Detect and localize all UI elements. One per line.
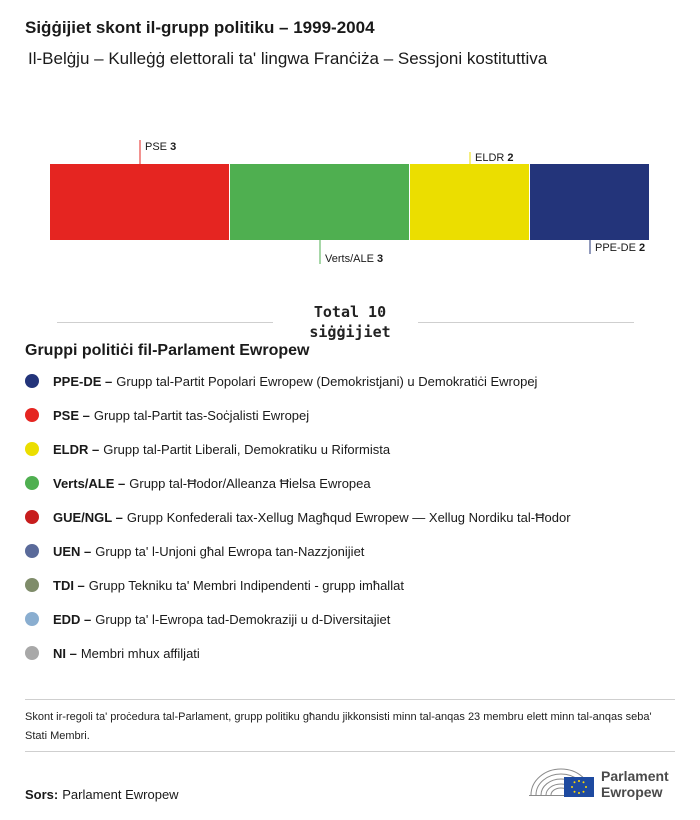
total-divider-right <box>418 322 634 323</box>
legend-swatch <box>25 612 39 626</box>
legend-description: Grupp Tekniku ta' Membri Indipendenti - grupp imħallat <box>88 577 404 593</box>
legend-abbr: NI – <box>53 645 77 661</box>
legend-description: Grupp tal-Partit tas-Soċjalisti Ewropej <box>93 407 310 423</box>
legend-title: Gruppi politiċi fil-Parlament Ewropew <box>25 342 310 359</box>
logo-line-1: Parlament <box>601 768 669 784</box>
data-label-pse: PSE 3 <box>145 141 177 153</box>
legend-item <box>25 507 571 527</box>
legend-description: Grupp tal-Ħodor/Alleanza Ħielsa Ewropea <box>129 475 371 491</box>
data-label-ppe-de: PPE-DE 2 <box>595 242 646 254</box>
legend-item <box>25 439 390 459</box>
legend-description: Grupp tal-Partit Popolari Ewropew (Demokristjani) u Demokratiċi Ewropej <box>116 373 538 389</box>
data-label-eldr: ELDR 2 <box>475 152 514 164</box>
legend-abbr: ELDR – <box>53 441 100 457</box>
legend-item <box>25 609 390 629</box>
legend-swatch <box>25 544 39 558</box>
note-divider-bottom <box>25 751 675 752</box>
legend-description: Grupp tal-Partit Liberali, Demokratiku u Riformista <box>103 441 391 457</box>
legend-swatch <box>25 510 39 524</box>
legend-swatch <box>25 578 39 592</box>
bar-segment-pse <box>50 164 229 240</box>
data-label-verts-ale: Verts/ALE 3 <box>325 253 384 265</box>
legend-item <box>25 643 200 663</box>
legend-swatch <box>25 408 39 422</box>
total-line-2: siġġijiet <box>309 323 391 341</box>
legend-abbr: Verts/ALE – <box>53 475 126 491</box>
chart-title: Siġġijiet skont il-grupp politiku – 1999-2004 <box>25 18 375 37</box>
bar-segment-ppe-de <box>530 164 649 240</box>
source-label: Sors: <box>25 787 59 802</box>
logo-wordmark <box>601 768 669 800</box>
legend-abbr: UEN – <box>53 543 92 559</box>
legend-item <box>25 473 371 493</box>
legend-swatch <box>25 442 39 456</box>
legend-item <box>25 405 309 425</box>
legend-description: Grupp Konfederali tax-Xellug Magħqud Ewropew — Xellug Nordiku tal-Ħodor <box>126 509 571 525</box>
chart-subtitle: Il-Belġju – Kulleġġ elettorali ta' lingwa Franċiża – Sessjoni kostituttiva <box>28 49 548 68</box>
legend-description: Membri mhux affiljati <box>80 645 200 661</box>
note-divider-top <box>25 699 675 700</box>
legend-abbr: GUE/NGL – <box>53 509 123 525</box>
source-line <box>25 787 179 802</box>
legend-swatch <box>25 476 39 490</box>
total-line-1: Total 10 <box>313 303 387 321</box>
legend-item <box>25 541 364 561</box>
legend-swatch <box>25 374 39 388</box>
legend-abbr: TDI – <box>53 577 85 593</box>
legend-swatch <box>25 646 39 660</box>
source-value: Parlament Ewropew <box>62 787 179 802</box>
logo-line-2: Ewropew <box>601 784 663 800</box>
legend-item <box>25 575 404 595</box>
total-seats-label <box>300 302 400 342</box>
total-divider-left <box>57 322 273 323</box>
footnote: Skont ir-regoli ta' proċedura tal-Parlament, grupp politiku għandu jikkonsisti minn tal-anqas 23 membru elett minn tal-anqas seba' Stati Membri. <box>25 711 652 742</box>
stacked-bar-chart <box>0 130 700 270</box>
legend-abbr: PSE – <box>53 407 90 423</box>
legend-item <box>25 371 537 391</box>
bar-segment-eldr <box>410 164 529 240</box>
legend-abbr: PPE-DE – <box>53 373 113 389</box>
bar-segment-verts-ale <box>230 164 409 240</box>
legend-description: Grupp ta' l-Unjoni għal Ewropa tan-Nazzjonijiet <box>95 543 365 559</box>
legend-abbr: EDD – <box>53 611 92 627</box>
legend-description: Grupp ta' l-Ewropa tad-Demokraziji u d-Diversitajiet <box>95 611 391 627</box>
